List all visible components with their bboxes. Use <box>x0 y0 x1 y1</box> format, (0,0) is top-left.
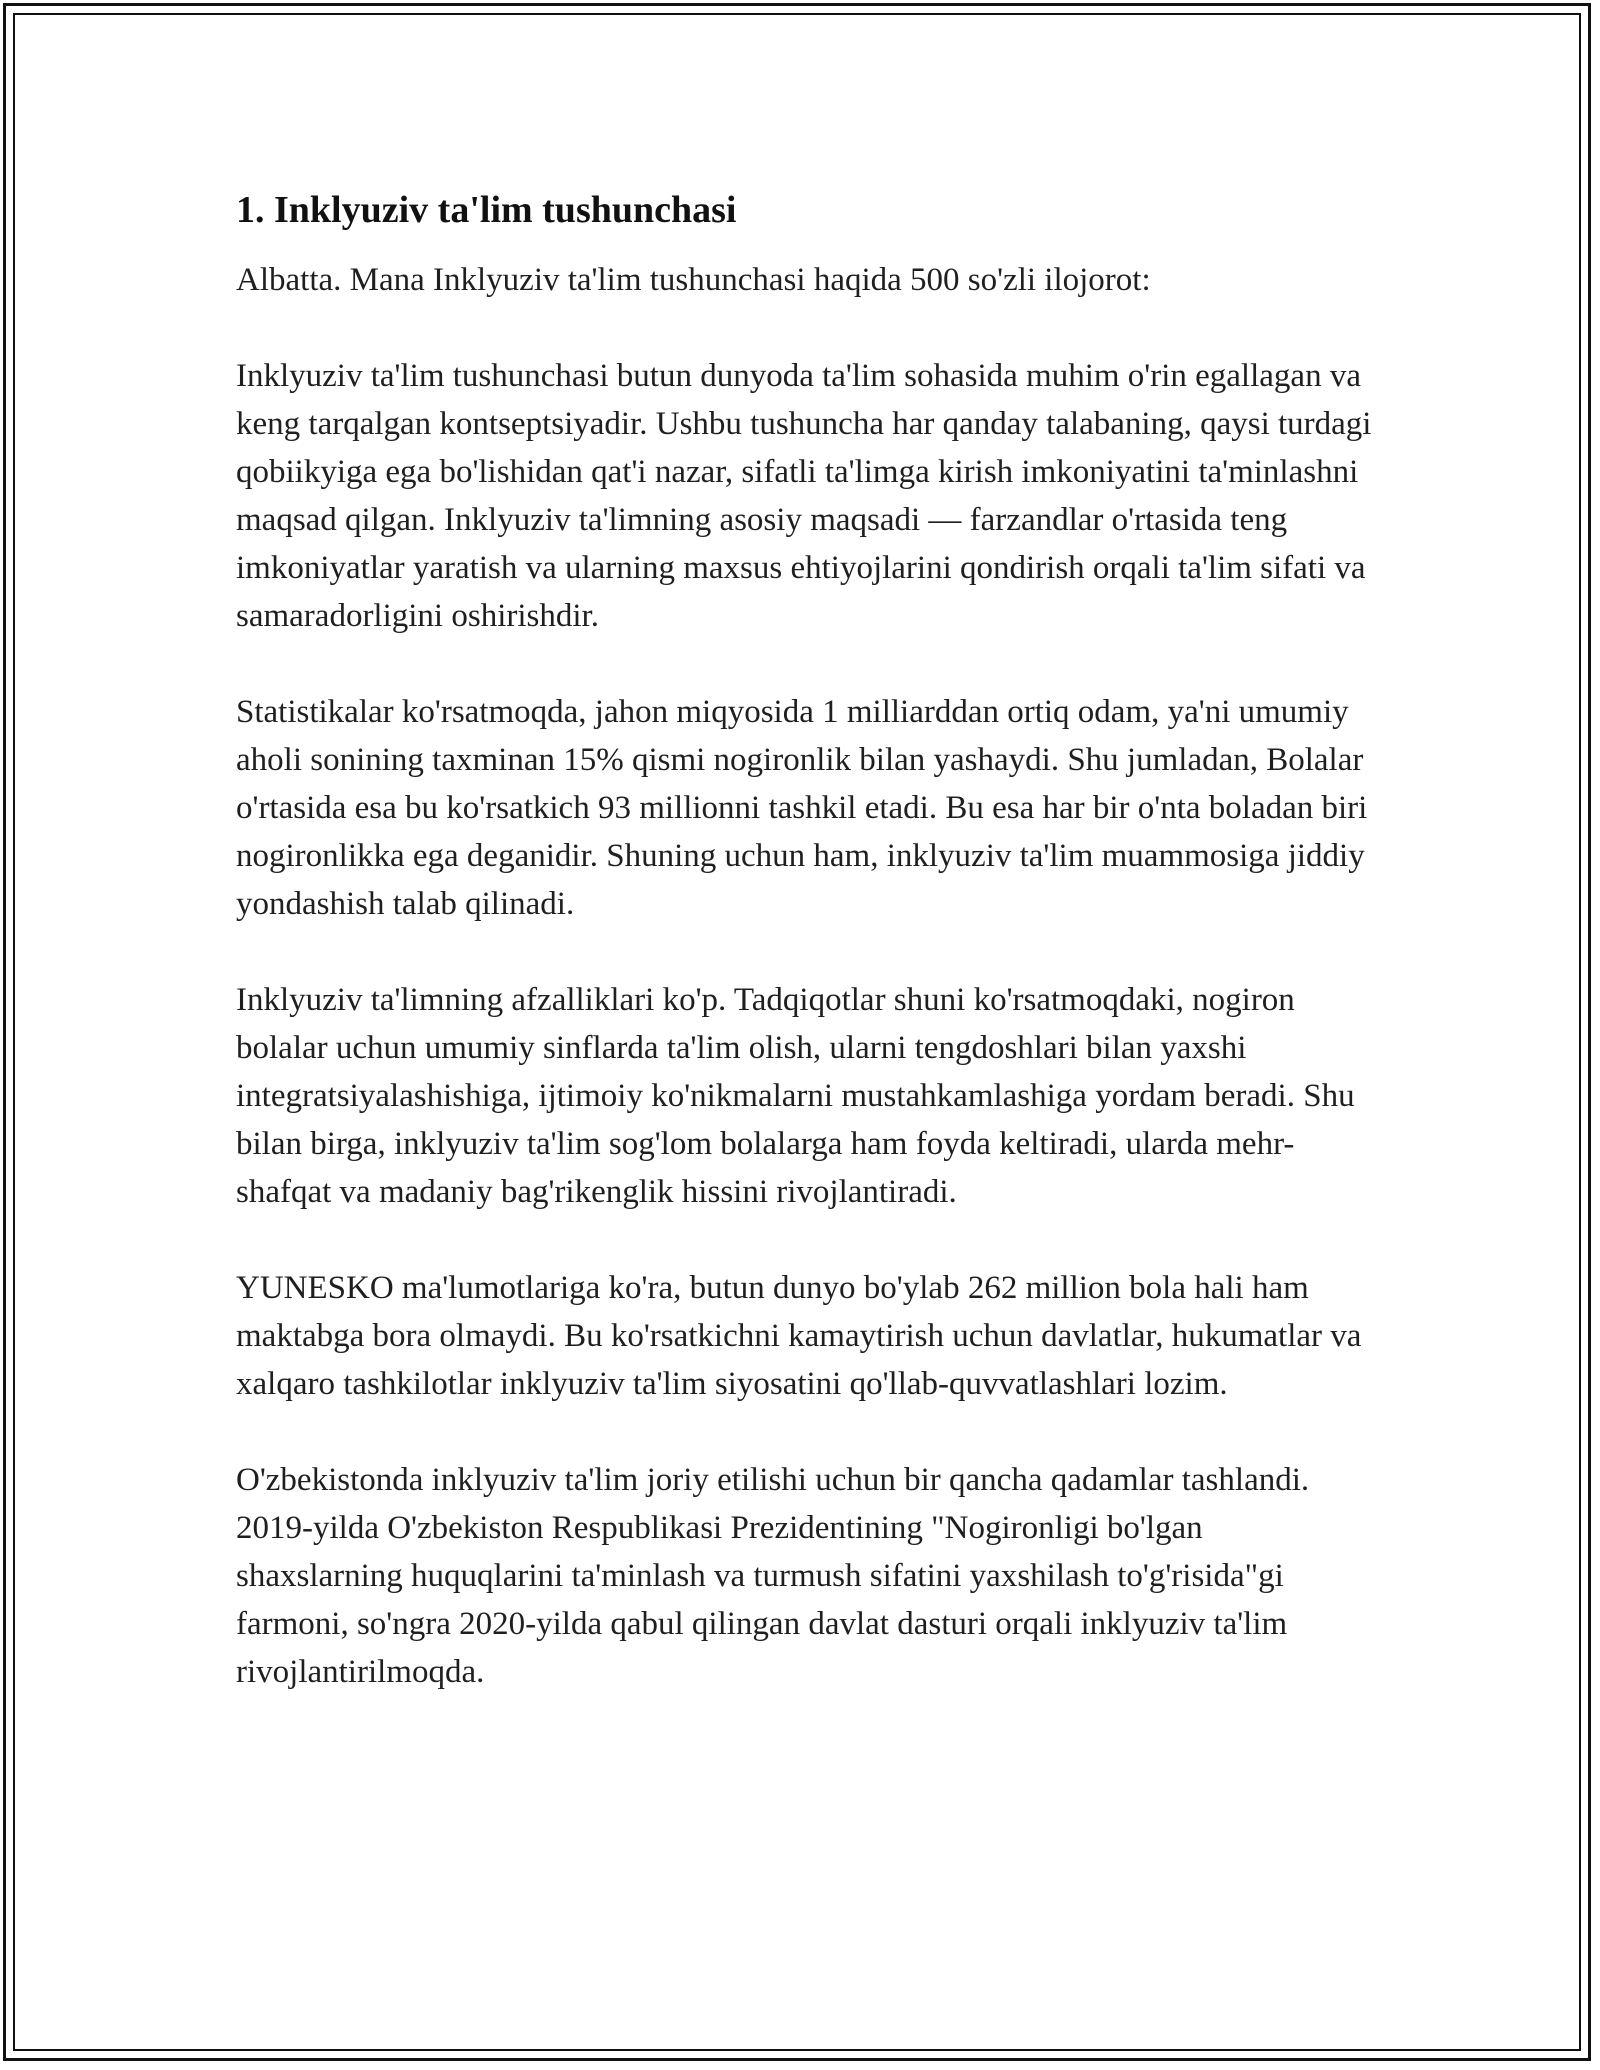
paragraph-statistics: Statistikalar ko'rsatmoqda, jahon miqyosida 1 milliarddan ortiq odam, ya'ni umumiy aholi sonining taxminan 15% qismi nogironlik bilan yashaydi. Shu jumladan, Bolalar o'rtasida esa bu ko'rsatkich 93 millionni tashkil etadi. Bu esa har bir o'nta boladan biri nogironlikka ega deganidir. Shuning uchun ham, inklyuziv ta'lim muammosiga jiddiy yondashish talab qilinadi. <box>236 694 1368 922</box>
document-body <box>236 186 1376 1744</box>
section-heading: 1. Inklyuziv ta'lim tushunchasi <box>236 189 737 231</box>
paragraph-benefits: Inklyuziv ta'limning afzalliklari ko'p. Tadqiqotlar shuni ko'rsatmoqdaki, nogiron bolalar uchun umumiy sinflarda ta'lim olish, ularni tengdoshlari bilan yaxshi integratsiyalashishiga, ijtimoiy ko'nikmalarni mustahkamlashiga yordam beradi. Shu bilan birga, inklyuziv ta'lim sog'lom bolalarga ham foyda keltiradi, ularda mehr-shafqat va madaniy bag'rikenglik hissini rivojlantiradi. <box>236 982 1355 1210</box>
intro-paragraph: Albatta. Mana Inklyuziv ta'lim tushunchasi haqida 500 so'zli ilojorot: <box>236 262 1151 298</box>
paragraph-uzbekistan: O'zbekistonda inklyuziv ta'lim joriy etilishi uchun bir qancha qadamlar tashlandi. 2019-yilda O'zbekiston Respublikasi Prezidentining "Nogironligi bo'lgan shaxslarning huquqlarini ta'minlash va turmush sifatini yaxshilash to'g'risida"gi farmoni, so'ngra 2020-yilda qabul qilingan davlat dasturi orqali inklyuziv ta'lim rivojlantirilmoqda. <box>236 1462 1310 1690</box>
paragraph-definition: Inklyuziv ta'lim tushunchasi butun dunyoda ta'lim sohasida muhim o'rin egallagan va keng tarqalgan kontseptsiyadir. Ushbu tushuncha har qanday talabaning, qaysi turdagi qobiikyiga ega bo'lishidan qat'i nazar, sifatli ta'limga kirish imkoniyatini ta'minlashni maqsad qilgan. Inklyuziv ta'limning asosiy maqsadi — farzandlar o'rtasida teng imkoniyatlar yaratish va ularning maxsus ehtiyojlarini qondirish orqali ta'lim sifati va samaradorligini oshirishdir. <box>236 358 1372 634</box>
paragraph-unesco: YUNESKO ma'lumotlariga ko'ra, butun dunyo bo'ylab 262 million bola hali ham maktabga bora olmaydi. Bu ko'rsatkichni kamaytirish uchun davlatlar, hukumatlar va xalqaro tashkilotlar inklyuziv ta'lim siyosatini qo'llab-quvvatlashlari lozim. <box>236 1270 1362 1402</box>
